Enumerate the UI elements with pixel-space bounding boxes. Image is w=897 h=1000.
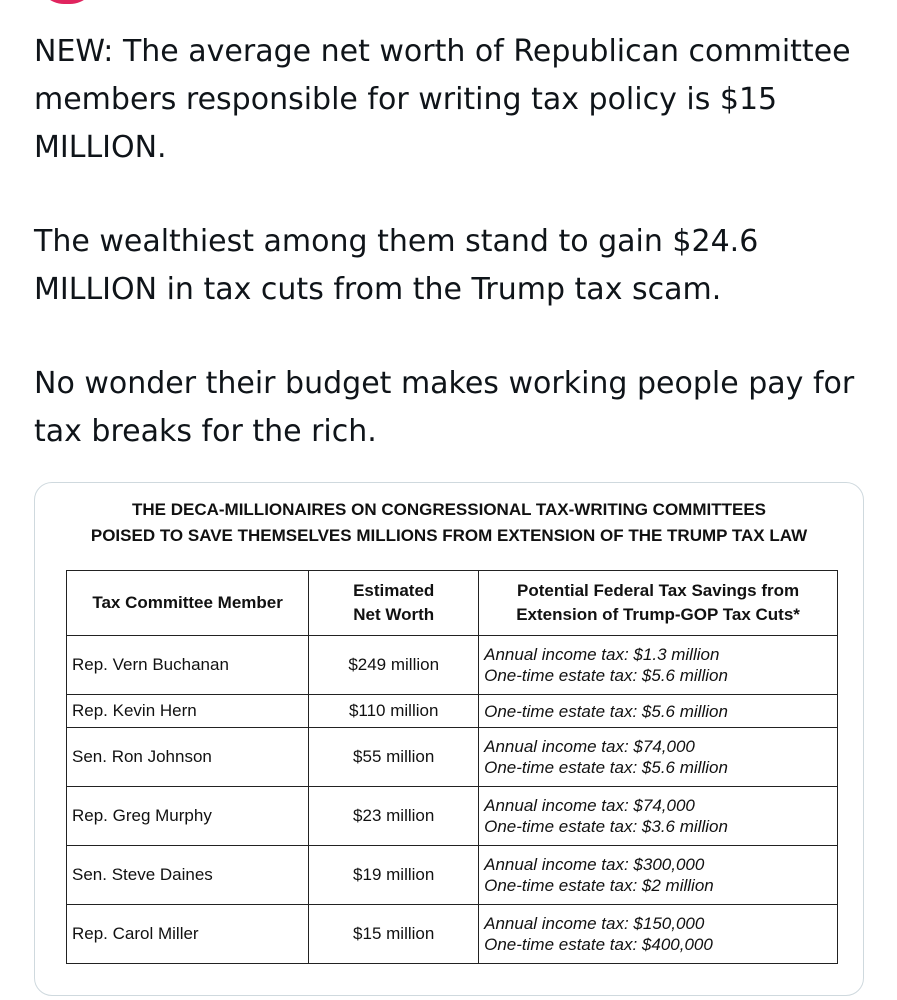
net-worth-cell: $55 million (309, 728, 479, 787)
member-cell: Sen. Steve Daines (67, 846, 309, 905)
column-header-member: Tax Committee Member (67, 571, 309, 636)
tax-savings-table (66, 570, 838, 964)
member-cell: Rep. Kevin Hern (67, 695, 309, 728)
table-row (67, 846, 838, 905)
net-worth-cell: $15 million (309, 905, 479, 964)
member-cell: Rep. Vern Buchanan (67, 636, 309, 695)
image-title-line: POISED TO SAVE THEMSELVES MILLIONS FROM EXTENSION OF THE TRUMP TAX LAW (90, 526, 808, 545)
member-cell: Sen. Ron Johnson (67, 728, 309, 787)
column-header-tax-savings: Potential Federal Tax Savings from Extension of Trump-GOP Tax Cuts* (479, 571, 838, 636)
tax-savings-cell: Annual income tax: $150,000 One-time estate tax: $400,000 (479, 905, 838, 964)
tax-savings-cell: Annual income tax: $300,000 One-time estate tax: $2 million (479, 846, 838, 905)
table-row (67, 695, 838, 728)
table-row (67, 636, 838, 695)
tweet-text (34, 28, 874, 502)
column-header-net-worth-label: Estimated Net Worth (353, 581, 435, 624)
net-worth-cell: $19 million (309, 846, 479, 905)
image-title-line: THE DECA-MILLIONAIRES ON CONGRESSIONAL TAX-WRITING COMMITTEES (131, 500, 767, 519)
net-worth-cell: $110 million (309, 695, 479, 728)
table-row (67, 728, 838, 787)
tweet-paragraph: NEW: The average net worth of Republican committee members responsible for writing tax policy is $15 MILLION. (34, 34, 851, 165)
avatar[interactable] (38, 0, 96, 4)
tweet-paragraph: No wonder their budget makes working people pay for tax breaks for the rich. (34, 366, 855, 449)
net-worth-cell: $249 million (309, 636, 479, 695)
net-worth-cell: $23 million (309, 787, 479, 846)
table-row (67, 787, 838, 846)
tax-savings-cell: Annual income tax: $74,000 One-time estate tax: $3.6 million (479, 787, 838, 846)
column-header-net-worth (309, 571, 479, 636)
image-title (35, 497, 863, 549)
tweet-media-image[interactable] (34, 482, 864, 996)
member-cell: Rep. Greg Murphy (67, 787, 309, 846)
tax-savings-cell: Annual income tax: $74,000 One-time estate tax: $5.6 million (479, 728, 838, 787)
table-row (67, 905, 838, 964)
tweet-paragraph: The wealthiest among them stand to gain $24.6 MILLION in tax cuts from the Trump tax scam. (34, 224, 759, 307)
tax-savings-cell: One-time estate tax: $5.6 million (479, 695, 838, 728)
table-header-row (67, 571, 838, 636)
tax-savings-cell: Annual income tax: $1.3 million One-time estate tax: $5.6 million (479, 636, 838, 695)
member-cell: Rep. Carol Miller (67, 905, 309, 964)
